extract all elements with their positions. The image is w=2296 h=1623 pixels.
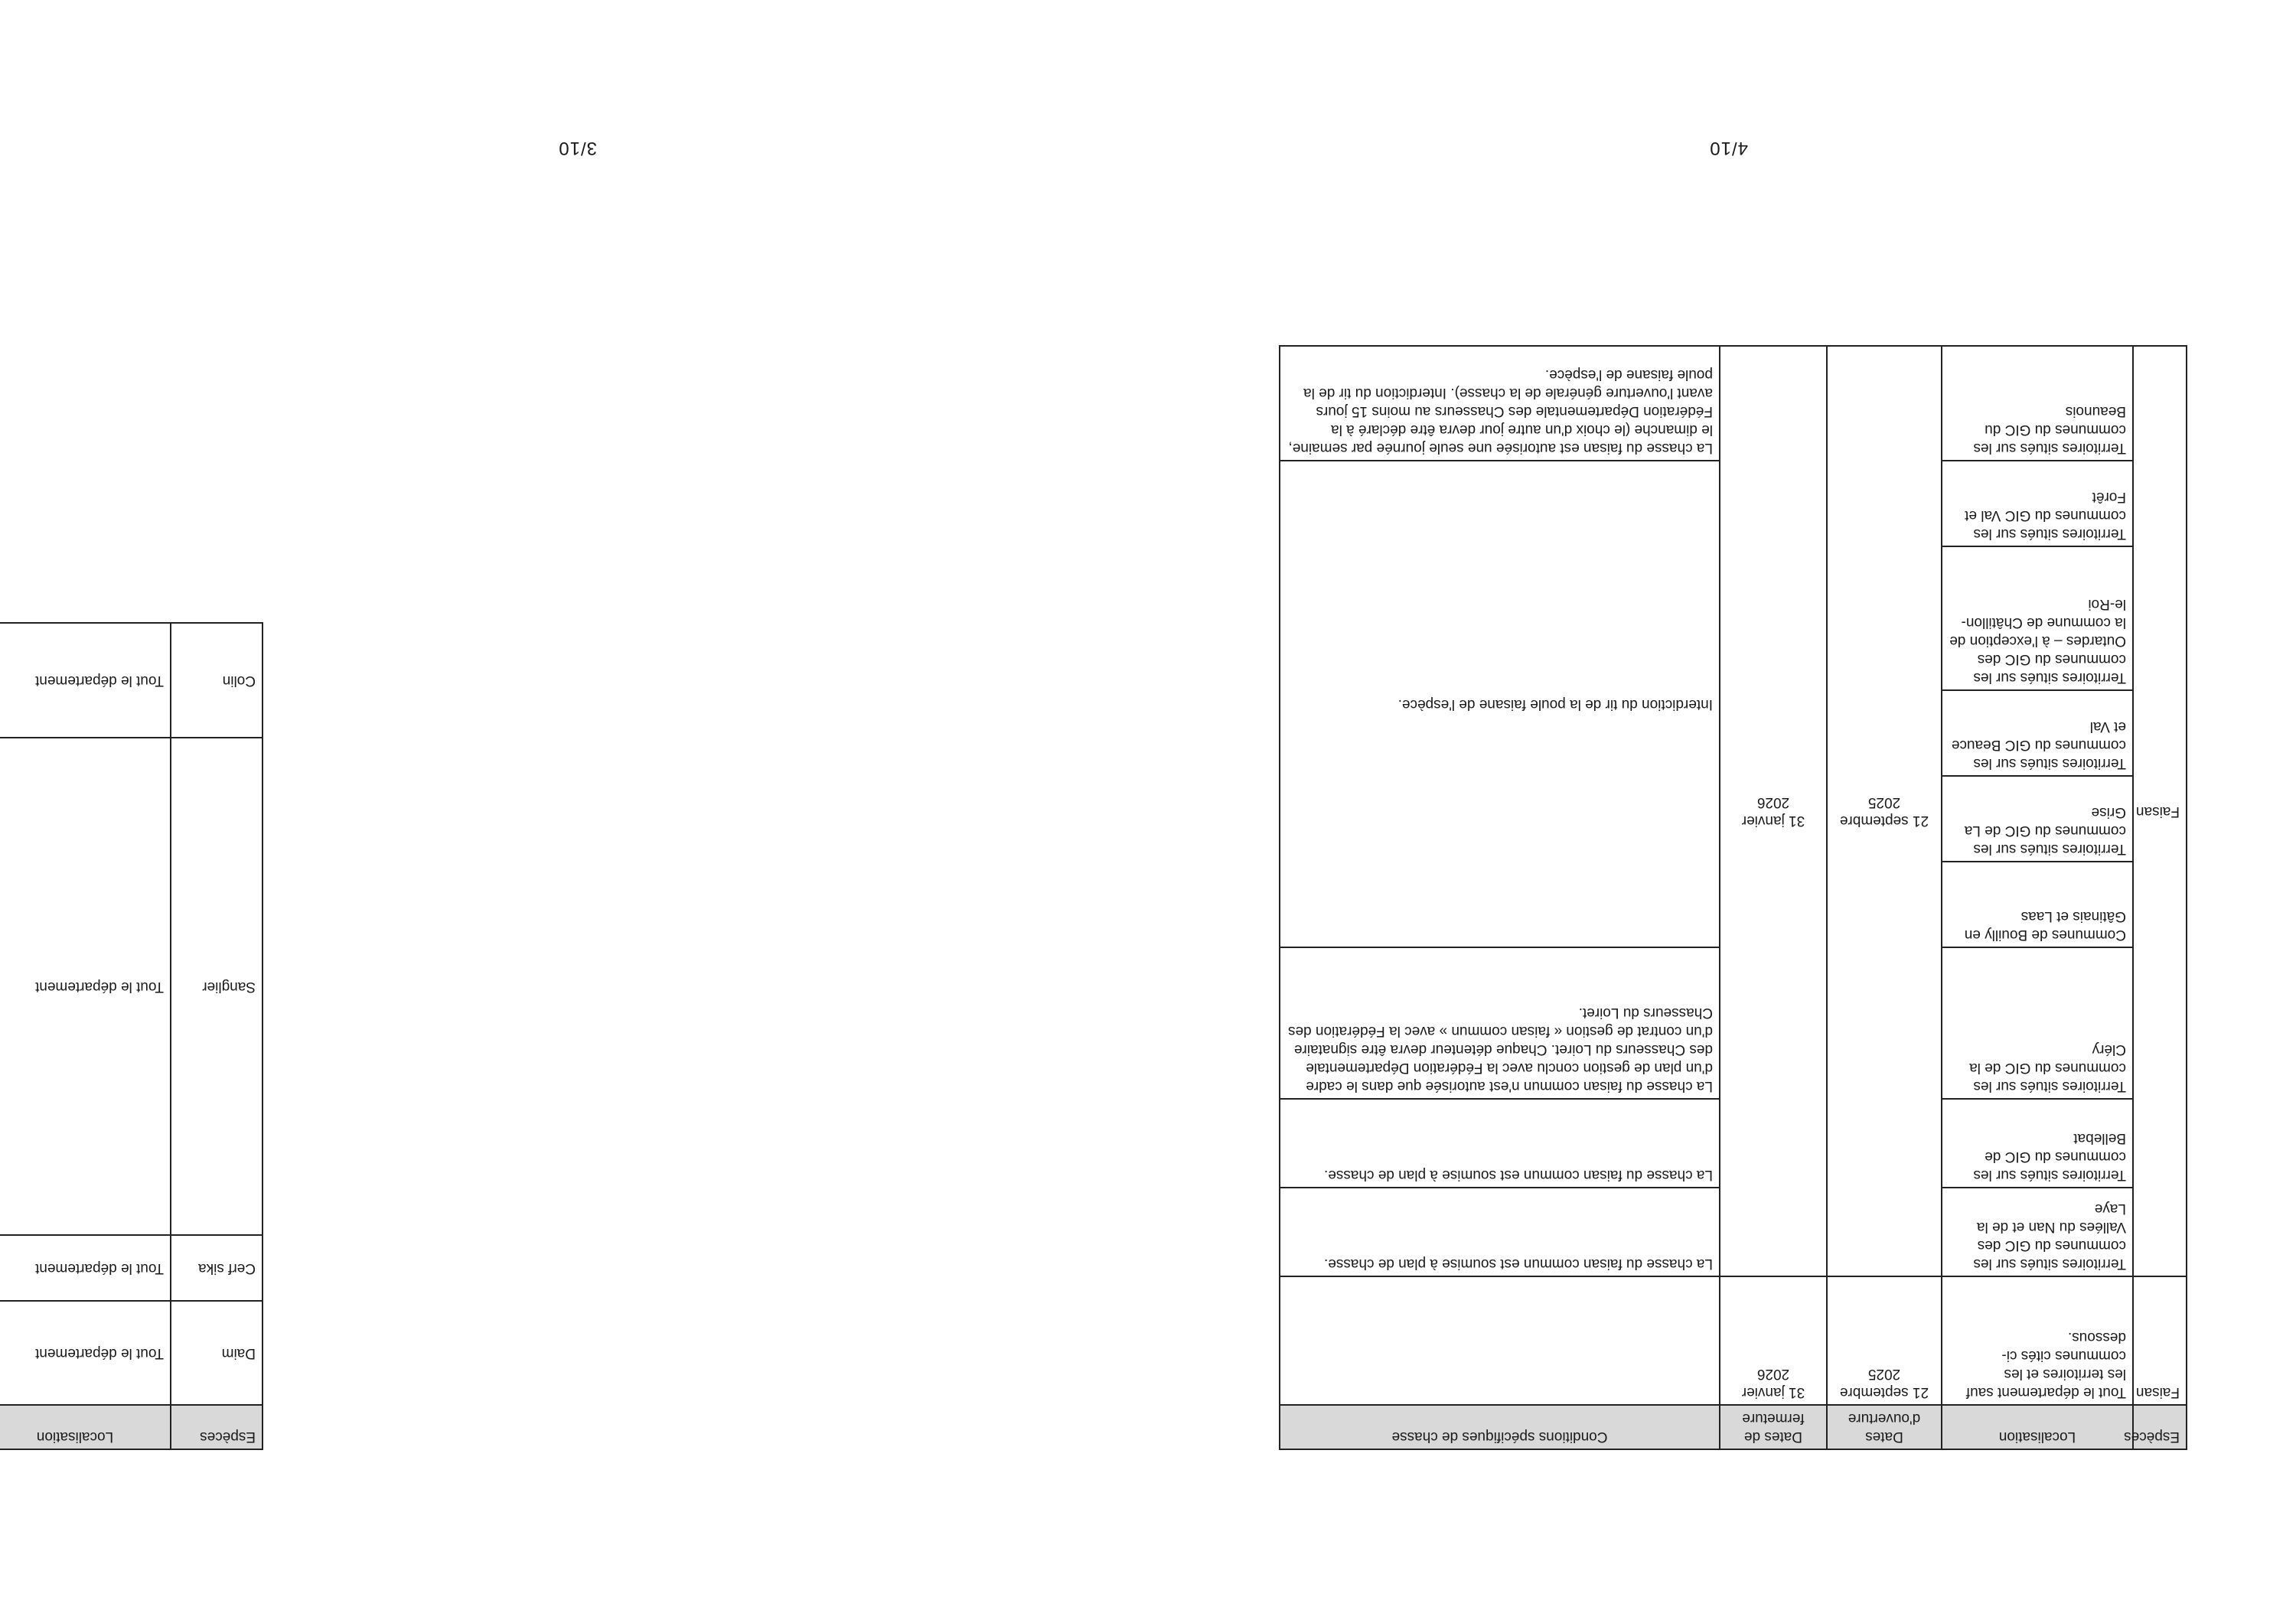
closing-cell: 31 janvier 2026 bbox=[1720, 1276, 1827, 1405]
page-number: 3/10 bbox=[558, 138, 597, 158]
table-row bbox=[0, 738, 263, 1235]
table-header-row bbox=[0, 1405, 263, 1449]
page-number: 4/10 bbox=[1709, 138, 1748, 158]
table-row bbox=[0, 1301, 263, 1405]
page-4 bbox=[1148, 0, 2296, 1623]
header-opening: Dates d'ouverture bbox=[1827, 1405, 1942, 1449]
species-cell: Sanglier bbox=[171, 738, 263, 1235]
header-species: Espèces bbox=[2133, 1405, 2187, 1449]
table-row bbox=[0, 1235, 263, 1301]
hunting-table-faisan bbox=[1279, 345, 2187, 1450]
species-cell: Colin bbox=[171, 623, 263, 738]
location-cell: Tout le département sauf les territoires et les communes cités ci-dessous. bbox=[1942, 1276, 2133, 1405]
location-cell: Tout le département bbox=[0, 1235, 171, 1301]
header-conditions: Conditions spécifiques de chasse bbox=[1280, 1405, 1720, 1449]
conditions-cell: La chasse du faisan commun est soumise à plan de chasse. bbox=[1280, 1188, 1720, 1276]
closing-cell: 31 janvier 2026 bbox=[1720, 346, 1827, 1276]
location-cell: Territoires situés sur les communes du GIC de La Grise bbox=[1942, 776, 2133, 862]
conditions-cell: La chasse du faisan commun n'est autorisée que dans le cadre d'un plan de gestion conclu avec la Fédération Départementale des Chasseurs du Loiret. Chaque détenteur devra être signataire d'un contrat de gestion « faisan commun » avec la Fédération des Chasseurs du Loiret. bbox=[1280, 947, 1720, 1099]
conditions-cell: Interdiction du tir de la poule faisane de l'espèce. bbox=[1280, 461, 1720, 947]
location-cell: Communes de Bouilly en Gâtinais et Laas bbox=[1942, 862, 2133, 947]
header-location: Localisation bbox=[0, 1405, 171, 1449]
table-row bbox=[1280, 1188, 2187, 1276]
header-location: Localisation bbox=[1942, 1405, 2133, 1449]
header-species: Espèces bbox=[171, 1405, 263, 1449]
location-cell: Tout le département bbox=[0, 738, 171, 1235]
species-cell: Faisan bbox=[2133, 346, 2187, 1276]
table-row bbox=[1280, 1276, 2187, 1405]
conditions-cell: La chasse du faisan est autorisée une seule journée par semaine, le dimanche (le choix d'un autre jour devra être déclaré à la Fédération Départementale des Chasseurs au moins 15 jours avant l'ouverture générale de la chasse). Interdiction du tir de la poule faisane de l'espèce. bbox=[1280, 346, 1720, 461]
location-cell: Territoires situés sur les communes du GIC du Beaunois bbox=[1942, 346, 2133, 461]
species-cell: Cerf sika bbox=[171, 1235, 263, 1301]
opening-cell: 21 septembre 2025 bbox=[1827, 346, 1942, 1276]
location-cell: Tout le département bbox=[0, 1301, 171, 1405]
species-cell: Faisan bbox=[2133, 1276, 2187, 1405]
species-cell: Daim bbox=[171, 1301, 263, 1405]
location-cell: Territoires situés sur les communes du GIC des Vallées du Nan et de la Laye bbox=[1942, 1188, 2133, 1276]
table-header-row bbox=[1280, 1405, 2187, 1449]
location-cell: Territoires situés sur les communes du GIC Val et Forêt bbox=[1942, 461, 2133, 546]
location-cell: Territoires situés sur les communes du GIC de la Cléry bbox=[1942, 947, 2133, 1099]
conditions-cell bbox=[1280, 1276, 1720, 1405]
header-closing: Dates de fermeture bbox=[1720, 1405, 1827, 1449]
conditions-cell: La chasse du faisan commun est soumise à plan de chasse. bbox=[1280, 1099, 1720, 1188]
location-cell: Tout le département bbox=[0, 623, 171, 738]
hunting-table-gros-gibier bbox=[0, 622, 263, 1450]
location-cell: Territoires situés sur les communes du GIC de Bellebat bbox=[1942, 1099, 2133, 1188]
table-row bbox=[0, 623, 263, 738]
location-cell: Territoires situés sur les communes du GIC des Outardes – à l'exception de la commune de Châtillon-le-Roi bbox=[1942, 546, 2133, 690]
opening-cell: 21 septembre 2025 bbox=[1827, 1276, 1942, 1405]
location-cell: Territoires situés sur les communes du GIC Beauce et Val bbox=[1942, 690, 2133, 776]
